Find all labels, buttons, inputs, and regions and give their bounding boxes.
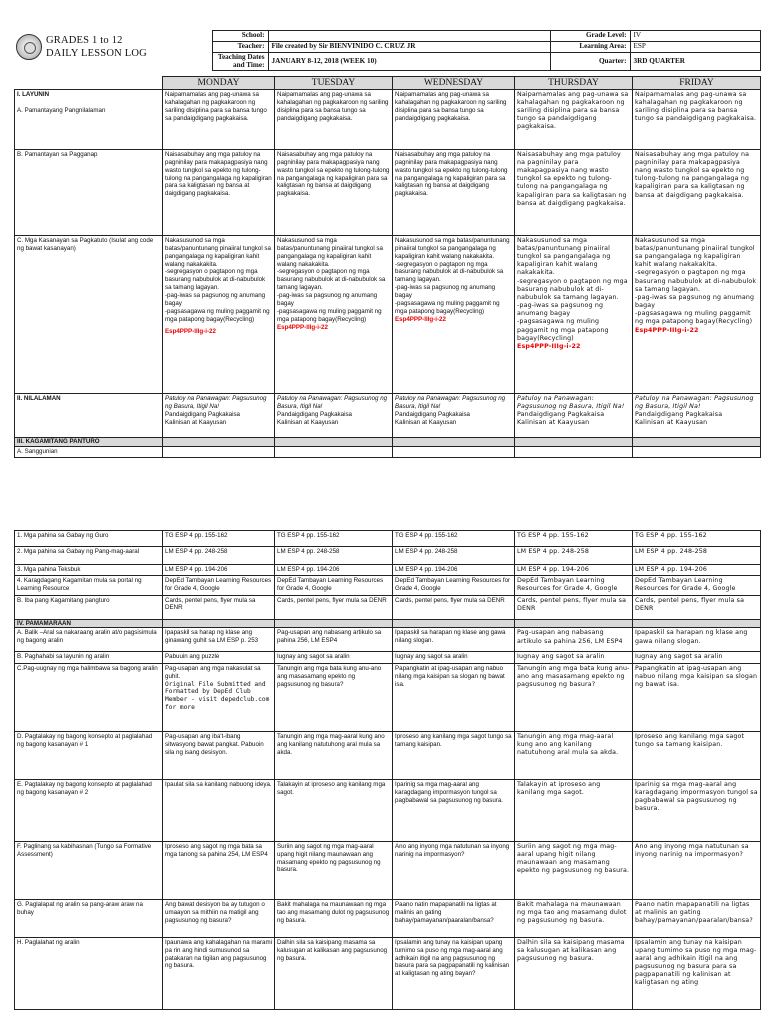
row-label: H. Paglalahat ng aralin bbox=[15, 937, 163, 1009]
school-label: School: bbox=[212, 31, 268, 42]
cell-wednesday: Ano ang inyong mga natutunan sa inyong narinig na impormasyon? bbox=[393, 841, 515, 899]
dates-label: Teaching Dates and Time: bbox=[212, 53, 268, 71]
cell-thursday: LM ESP 4 pp. 248-258 bbox=[515, 547, 633, 565]
row-kasanayan bbox=[15, 235, 761, 393]
cell-monday: Naisasabuhay ang mga patuloy na pagninilay para makapagpasiya nang wasto tungkol sa epekto ng tulong-tulong na pangangalaga ng kapaligiran para sa kaligtasan ng bansa at daigdigang pagkakaisa. bbox=[163, 149, 275, 235]
cell-thursday: Tanungin ang mga mag-aaral kung ano ang kanilang natutuhong aral mula sa akda. bbox=[515, 731, 633, 779]
area-label: Learning Area: bbox=[550, 42, 630, 53]
cell-friday: Paano natin mapapanatili na ligtas at malinis an gating bahay/pamayanan/paaralan/bansa? bbox=[633, 899, 761, 937]
competency-code: Esp4PPP-IIIg-i-22 bbox=[277, 324, 328, 332]
cell-thursday: Suriin ang sagot ng mga mag-aaral upang higit nilang maunawaan ang masamang epekto ng pagsusunog ng basura. bbox=[515, 841, 633, 899]
school-value bbox=[268, 31, 550, 42]
quarter-label: Quarter: bbox=[550, 53, 630, 71]
cell-friday: Naisasabuhay ang mga patuloy na pagninilay para makapagpasiya nang wasto tungkol sa epekto ng tulong-tulong na pangangalaga ng kapaligiran para sa kaligtasan ng bansa at daigdigang pagkakaisa. bbox=[633, 149, 761, 235]
cell-thursday: Talakayin at iproseso ang kanilang mga sagot. bbox=[515, 779, 633, 841]
cell-wednesday bbox=[393, 446, 515, 457]
cell-tuesday bbox=[275, 393, 393, 437]
cell-thursday: Iugnay ang sagot sa aralin bbox=[515, 652, 633, 663]
cell-monday: TG ESP 4 pp. 155-162 bbox=[163, 531, 275, 547]
section-blank bbox=[163, 437, 275, 446]
cell-monday: Ipaunawa ang kahalagahan na marami pa rin ang hindi sumusunod sa patakaran na tigilan ang pagsusunog ng basura. bbox=[163, 937, 275, 1009]
cell-monday: LM ESP 4 pp. 248-258 bbox=[163, 547, 275, 565]
cell-monday bbox=[163, 446, 275, 457]
section-blank bbox=[633, 437, 761, 446]
deped-seal-icon bbox=[16, 34, 42, 60]
cell-wednesday: Cards, pentel pens, flyer mula sa DENR bbox=[393, 595, 515, 619]
section-pamamaraan bbox=[15, 619, 761, 628]
row-pagtalakay-1 bbox=[15, 731, 761, 779]
cell-friday: LM ESP 4 pp. 248-258 bbox=[633, 547, 761, 565]
nilalaman-rest: Pandaigdigang Pagkakaisa Kalinisan at Kaayusan bbox=[277, 410, 352, 426]
teacher-value: File created by Sir BIENVINIDO C. CRUZ JR bbox=[268, 42, 550, 53]
cell-thursday bbox=[515, 446, 633, 457]
teacher-label: Teacher: bbox=[212, 42, 268, 53]
ofs-note: Original File Submitted and Formatted by DepEd Club Member - visit depedclub.com for more bbox=[165, 680, 270, 712]
cell-friday bbox=[633, 393, 761, 437]
cell-tuesday: TG ESP 4 pp. 155-162 bbox=[275, 531, 393, 547]
cell-thursday: Naipamamalas ang pag-unawa sa kahalagahan ng pagkakaroon ng sariling disiplina para sa bansa tungo sa pandaigdigang pagkakaisa. bbox=[515, 89, 633, 149]
nilalaman-title: Patuloy na Panawagan: Pagsusunog ng Basura, Itigil Na! bbox=[277, 394, 388, 410]
cell-monday: LM ESP 4 pp. 194-206 bbox=[163, 565, 275, 576]
section-blank bbox=[163, 619, 275, 628]
cell-wednesday bbox=[393, 393, 515, 437]
nilalaman-rest: Pandaigdigang Pagkakaisa Kalinisan at Kaayusan bbox=[517, 411, 605, 427]
cell-friday: Iproseso ang kanilang mga sagot tungo sa tamang kaisipan. bbox=[633, 731, 761, 779]
cell-wednesday: Ipsalamin ang tunay na kaisipan upang tumimo sa puso ng mga mag-aaral ang adhikain itigil na ang pagsusunog ng basura para sa pagpapanatili ng kalinisan at kaligtasan ng ating bayan? bbox=[393, 937, 515, 1009]
cell-wednesday: Iproseso ang kanilang mga sagot tungo sa tamang kaisipan. bbox=[393, 731, 515, 779]
kasanayan-text: Nakasusunod sa mga batas/panuntunang pinaiiral tungkol sa pangangalaga ng kapaligiran kahit walang nakakakita. -segregasyon o pagtapon ng mga basurang nabubulok at di-nabubulok sa tamang lagayan. -pag-iwas sa pagsunog ng anumang bagay -pagsasagawa ng muling paggamit ng mga patapong bagay(Recycling) bbox=[395, 236, 510, 316]
nilalaman-title: Patuloy na Panawagan: Pagsusunog ng Basura, Itigil Na! bbox=[395, 394, 506, 410]
row-nilalaman bbox=[15, 393, 761, 437]
row-label: 4. Karagdagang Kagamitan mula sa portal ng Learning Resource bbox=[15, 576, 163, 595]
cell-thursday: Bakit mahalaga na maunawaan ng mga tao ang masamang dulot ng pagsusunog ng basura. bbox=[515, 899, 633, 937]
corner-cell bbox=[15, 76, 163, 89]
row-label: 3. Mga pahina Teksbuk bbox=[15, 565, 163, 576]
cell-tuesday: Cards, pentel pens, flyer mula sa DENR bbox=[275, 595, 393, 619]
cell-friday: Ipsalamin ang tunay na kaisipan upang tumimo sa puso ng mga mag-aaral ang adhikain itigil na ang pagsusunog ng basura para sa pagpapanatili ng kalinisan at kaligtasan ng ating bbox=[633, 937, 761, 1009]
section-label: III. KAGAMITANG PANTURO bbox=[15, 437, 163, 446]
row-label: 1. Mga pahina sa Gabay ng Guro bbox=[15, 531, 163, 547]
cell-thursday: LM ESP 4 pp. 194-206 bbox=[515, 565, 633, 576]
cell-thursday: Tanungin ang mga bata kung anu-ano ang masasamang epekto ng pagsusunog ng basura? bbox=[515, 663, 633, 731]
area-value: ESP bbox=[630, 42, 760, 53]
cell-tuesday: LM ESP 4 pp. 248-258 bbox=[275, 547, 393, 565]
cell-wednesday bbox=[393, 235, 515, 393]
row-label: B. Pamantayan sa Pagganap bbox=[15, 149, 163, 235]
cell-monday: Ang bawat desisyon ba ay tutugon o umaayon sa mithiin na matigil ang pagsusunog ng basura? bbox=[163, 899, 275, 937]
cell-friday: DepEd Tambayan Learning Resources for Grade 4, Google bbox=[633, 576, 761, 595]
cell-monday: Pag-usapan ang iba't-ibang sitwasyong bawat pangkat. Pabuoin sila ng isang desisyon. bbox=[163, 731, 275, 779]
cell-tuesday: Naisasabuhay ang mga patuloy na pagninilay para makapagpasiya nang wasto tungkol sa epekto ng tulong-tulong na pangangalaga ng kapaligiran para sa kaligtasan ng bansa at daigdigang pagkakaisa. bbox=[275, 149, 393, 235]
cell-thursday bbox=[515, 235, 633, 393]
row-pamantayang-pangnilalaman bbox=[15, 89, 761, 149]
cell-monday: Cards, pentel pens, flyer mula sa DENR bbox=[163, 595, 275, 619]
row-balik-aral bbox=[15, 628, 761, 652]
row-paghahabi bbox=[15, 652, 761, 663]
section-blank bbox=[633, 619, 761, 628]
cell-thursday: Dalhin sila sa kaisipang masama sa kalusugan at kalikasan ang pagsusunog ng basura. bbox=[515, 937, 633, 1009]
cell-friday: Cards, pentel pens, flyer mula sa DENR bbox=[633, 595, 761, 619]
cell-thursday: Cards, pentel pens, flyer mula sa DENR bbox=[515, 595, 633, 619]
row-paglalahat bbox=[15, 937, 761, 1009]
header-title-line1: GRADES 1 to 12 bbox=[46, 34, 123, 46]
cell-wednesday: Iparinig sa mga mag-aaral ang karagdagang impormasyon tungol sa pagbabawal sa pagsusunog ng basura. bbox=[393, 779, 515, 841]
day-thursday: THURSDAY bbox=[515, 76, 633, 89]
cell-friday bbox=[633, 446, 761, 457]
cell-friday: LM ESP 4 pp. 194-206 bbox=[633, 565, 761, 576]
cell-tuesday: Pag-usapan ang nabasang artikulo sa pahina 256, LM ESP4 bbox=[275, 628, 393, 652]
competency-code: Esp4PPP-IIIg-i-22 bbox=[517, 342, 581, 350]
cell-thursday: Naisasabuhay ang mga patuloy na pagninilay para makapagpasiya nang wasto tungkol sa epekto ng tulong-tulong na pangangalaga ng kapaligiran para sa kaligtasan ng bansa at daigdigang pagkakaisa. bbox=[515, 149, 633, 235]
row-paglinang bbox=[15, 841, 761, 899]
cell-tuesday: Suriin ang sagot ng mga mag-aaral upang higit nilang maunawaan ang masamang epekto ng pagsusunog ng basura. bbox=[275, 841, 393, 899]
row-ref-tg bbox=[15, 531, 761, 547]
cell-monday bbox=[163, 663, 275, 731]
lesson-table-2 bbox=[14, 530, 761, 1010]
row-label: B. Iba pang Kagamitang pangturo bbox=[15, 595, 163, 619]
dates-value: JANUARY 8-12, 2018 (WEEK 10) bbox=[268, 53, 550, 71]
section-label-layunin: I. LAYUNIN bbox=[17, 90, 50, 98]
cell-tuesday bbox=[275, 446, 393, 457]
section-label: IV. PAMAMARAAN bbox=[15, 619, 163, 628]
cell-monday: Pabuuin ang puzzle bbox=[163, 652, 275, 663]
dll-page-2 bbox=[14, 530, 760, 1010]
competency-code: Esp4PPP-IIIg-i-22 bbox=[165, 328, 216, 336]
cell-monday: Ipapaskil sa harap ng klase ang ginawang guhit sa LM ESP p. 253 bbox=[163, 628, 275, 652]
cell-wednesday: Naisasabuhay ang mga patuloy na pagninilay para makapagpasiya nang wasto tungkol sa epekto ng tulong-tulong na pangangalaga ng kapaligiran para sa kaligtasan ng bansa at daigdigang pagkakaisa. bbox=[393, 149, 515, 235]
cell-friday bbox=[633, 235, 761, 393]
row-ref-lm bbox=[15, 547, 761, 565]
cell-friday: TG ESP 4 pp. 155-162 bbox=[633, 531, 761, 547]
cell-tuesday: Bakit mahalaga na maunawaan ng mga tao ang masamang dulot ng pagsusunog ng basura. bbox=[275, 899, 393, 937]
row-label: B. Paghahabi sa layunin ng aralin bbox=[15, 652, 163, 663]
section-kagamitan bbox=[15, 437, 761, 446]
row-label: E. Pagtalakay ng bagong konsepto at paglalahad ng bagong kasanayan # 2 bbox=[15, 779, 163, 841]
nilalaman-rest: Pandaigdigang Pagkakaisa Kalinisan at Kaayusan bbox=[395, 410, 470, 426]
cell-thursday: TG ESP 4 pp. 155-162 bbox=[515, 531, 633, 547]
row-ref-iba bbox=[15, 595, 761, 619]
nilalaman-title: Patuloy na Panawagan: Pagsusunog ng Basura, Itigil Na! bbox=[517, 394, 625, 410]
cell-tuesday: DepEd Tambayan Learning Resources for Grade 4, Google bbox=[275, 576, 393, 595]
section-blank bbox=[393, 619, 515, 628]
cell-friday: Naipamamalas ang pag-unawa sa kahalagahan ng pagkakaroon ng sariling disiplina para sa bansa tungo sa pandaigdigang pagkakaisa. bbox=[633, 89, 761, 149]
day-friday: FRIDAY bbox=[633, 76, 761, 89]
cell-thursday: Pag-usapan ang nabasang artikulo sa pahina 256, LM ESP4 bbox=[515, 628, 633, 652]
header-branding bbox=[14, 31, 212, 71]
cell-monday: Ipaulat sila sa kanilang nabuong ideya. bbox=[163, 779, 275, 841]
cell-monday: Iproseso ang sagot ng mga bata sa mga tanong sa pahina 254, LM ESP4 bbox=[163, 841, 275, 899]
row-label: A. Balik –Aral sa nakaraang aralin at/o pagsisimula ng bagong aralin bbox=[15, 628, 163, 652]
competency-code: Esp4PPP-IIIg-i-22 bbox=[395, 316, 446, 324]
row-label: G. Paglalapat ng aralin sa pang-araw araw na buhay bbox=[15, 899, 163, 937]
nilalaman-rest: Pandaigdigang Pagkakaisa Kalinisan at Kaayusan bbox=[635, 411, 723, 427]
cell-tuesday: Tanungin ang mga bata kung anu-ano ang masasamang epekto ng pagsusunog ng basura? bbox=[275, 663, 393, 731]
grade-label: Grade Level: bbox=[550, 31, 630, 42]
cell-text: Pag-usapan ang mga nakasulat sa guhit. bbox=[165, 664, 261, 680]
row-sanggunian bbox=[15, 446, 761, 457]
section-blank bbox=[275, 437, 393, 446]
header-title-line2: DAILY LESSON LOG bbox=[46, 47, 147, 59]
nilalaman-title: Patuloy na Panawagan: Pagsusunog ng Basura, Itigil Na! bbox=[635, 394, 754, 410]
cell-wednesday: Paano natin mapapanatili na ligtas at malinis an gating bahay/pamayanan/paaralan/bansa? bbox=[393, 899, 515, 937]
section-blank bbox=[515, 437, 633, 446]
cell-wednesday: Ipapaskil sa harapan ng klase ang gawa nilang slogan. bbox=[393, 628, 515, 652]
cell-wednesday: TG ESP 4 pp. 155-162 bbox=[393, 531, 515, 547]
cell-wednesday: Papangkatin at ipag-usapan ang nabuo nilang mga kaisipan sa slogan ng bawat isa. bbox=[393, 663, 515, 731]
row-pagtalakay-2 bbox=[15, 779, 761, 841]
cell-friday: Ipapaskil sa harapan ng klase ang gawa nilang slogan. bbox=[633, 628, 761, 652]
cell-wednesday: DepEd Tambayan Learning Resources for Grade 4, Google bbox=[393, 576, 515, 595]
nilalaman-rest: Pandaigdigang Pagkakaisa Kalinisan at Kaayusan bbox=[165, 410, 240, 426]
cell-tuesday: Dalhin sila sa kaisipang masama sa kalusugan at kalikasan ang pagsusunog ng basura. bbox=[275, 937, 393, 1009]
kasanayan-text: Nakasusunod sa mga batas/panuntunang pinaiiral tungkol sa pangangalaga ng kapaligiran kahit walang nakakakita. -segregasyon o pagtapon ng mga basurang nabubulok at di-nabubulok sa tamang lagayan. -pag-iwas sa pagsunog ng anumang bagay -pagsasagawa ng muling paggamit ng mga patapong bagay(Recycling) bbox=[517, 236, 628, 342]
day-monday: MONDAY bbox=[163, 76, 275, 89]
nilalaman-title: Patuloy na Panawagan: Pagsusunog ng Basura, Itigil Na! bbox=[165, 394, 267, 410]
section-blank bbox=[275, 619, 393, 628]
row-label: II. NILALAMAN bbox=[15, 393, 163, 437]
cell-wednesday: LM ESP 4 pp. 194-206 bbox=[393, 565, 515, 576]
row-ref-teksbuk bbox=[15, 565, 761, 576]
cell-friday: Iparinig sa mga mag-aaral ang karagdagang impormasyon tungol sa pagbabawal sa pagsusunog ng basura. bbox=[633, 779, 761, 841]
lesson-table-1 bbox=[14, 76, 761, 458]
cell-monday bbox=[163, 393, 275, 437]
cell-friday: Iugnay ang sagot sa aralin bbox=[633, 652, 761, 663]
cell-tuesday: Iugnay ang sagot sa aralin bbox=[275, 652, 393, 663]
row-label: A. Sanggunian bbox=[15, 446, 163, 457]
cell-tuesday: Naipamamalas ang pag-unawa sa kahalagahan ng pagkakaroon ng sariling disiplina para sa bansa tungo sa pandaigdigang pagkakaisa. bbox=[275, 89, 393, 149]
row-label: D. Pagtalakay ng bagong konsepto at paglalahad ng bagong kasanayan # 1 bbox=[15, 731, 163, 779]
cell-tuesday: Talakayin at iproseso ang kanilang mga sagot. bbox=[275, 779, 393, 841]
cell-friday: Ano ang inyong mga natutunan sa inyong narinig na impormasyon? bbox=[633, 841, 761, 899]
competency-code: Esp4PPP-IIIg-i-22 bbox=[635, 326, 699, 334]
cell-tuesday: LM ESP 4 pp. 194-206 bbox=[275, 565, 393, 576]
cell-thursday bbox=[515, 393, 633, 437]
row-label: C. Mga Kasanayan sa Pagkatuto (Isulat ang code ng bawat kasanayan) bbox=[15, 235, 163, 393]
row-label bbox=[15, 89, 163, 149]
row-label: C.Pag-uugnay ng mga halimbawa sa bagong aralin bbox=[15, 663, 163, 731]
section-blank bbox=[393, 437, 515, 446]
cell-tuesday bbox=[275, 235, 393, 393]
row-label: 2. Mga pahina sa Gabay ng Pang-mag-aaral bbox=[15, 547, 163, 565]
row-ref-portal bbox=[15, 576, 761, 595]
day-tuesday: TUESDAY bbox=[275, 76, 393, 89]
row-label: F. Paglinang sa kabihasnan (Tungo sa Formative Assessment) bbox=[15, 841, 163, 899]
cell-wednesday: Iugnay ang sagot sa aralin bbox=[393, 652, 515, 663]
cell-wednesday: LM ESP 4 pp. 248-258 bbox=[393, 547, 515, 565]
grade-value: IV bbox=[630, 31, 760, 42]
row-paglalapat bbox=[15, 899, 761, 937]
kasanayan-text: Nakasusunod sa mga batas/panuntunang pinaiiral tungkol sa pangangalaga ng kapaligiran kahit walang nakakakita. -segregasyon o pagtapon ng mga basurang nabubulok at di-nabubulok sa tamang lagayan. -pag-iwas sa pagsunog ng anumang bagay -pagsasagawa ng muling paggamit ng mga patapong bagay(Recycling) bbox=[277, 236, 386, 324]
cell-monday: DepEd Tambayan Learning Resources for Grade 4, Google bbox=[163, 576, 275, 595]
cell-monday: Naipamamalas ang pag-unawa sa kahalagahan ng pagkakaroon ng sariling disiplina para sa bansa tungo sa pandaigdigang pagkakaisa. bbox=[163, 89, 275, 149]
header-table bbox=[14, 30, 761, 71]
section-blank bbox=[515, 619, 633, 628]
quarter-value: 3RD QUARTER bbox=[630, 53, 760, 71]
row-label-text: A. Pamantayang Pangnilalaman bbox=[17, 106, 106, 114]
cell-thursday: DepEd Tambayan Learning Resources for Grade 4, Google bbox=[515, 576, 633, 595]
row-pag-uugnay bbox=[15, 663, 761, 731]
day-wednesday: WEDNESDAY bbox=[393, 76, 515, 89]
cell-wednesday: Naipamamalas ang pag-unawa sa kahalagahan ng pagkakaroon ng sariling disiplina para sa bansa tungo sa pandaigdigang pagkakaisa. bbox=[393, 89, 515, 149]
cell-monday bbox=[163, 235, 275, 393]
kasanayan-text: Nakasusunod sa mga batas/panuntunang pinaiiral tungkol sa pangangalaga ng kapaligiran kahit walang nakakakita. -segregasyon o pagtapon ng mga basurang nabubulok at di-nabubulok sa tamang lagayan. -pag-iwas sa pagsunog ng anumang bagay -pagsasagawa ng muling paggamit ng mga patapong bagay(Recycling) bbox=[165, 236, 271, 324]
row-pamantayan-sa-pagganap bbox=[15, 149, 761, 235]
kasanayan-text: Nakasusunod sa mga batas/panuntunang pinaiiral tungkol sa pangangalaga ng kapaligiran kahit walang nakakakita. -segregasyon o pagtapon ng mga basurang nabubulok at di-nabubulok sa tamang lagayan. -pag-iwas sa pagsunog ng anumang bagay -pagsasagawa ng muling paggamit ng mga patapong bagay(Recycling) bbox=[635, 236, 757, 326]
cell-tuesday: Tanungin ang mga mag-aaral kung ano ang kanilang natutuhong aral mula sa akda. bbox=[275, 731, 393, 779]
dll-page-1 bbox=[14, 30, 760, 458]
cell-friday: Papangkatin at ipag-usapan ang nabuo nilang mga kaisipan sa slogan ng bawat isa. bbox=[633, 663, 761, 731]
